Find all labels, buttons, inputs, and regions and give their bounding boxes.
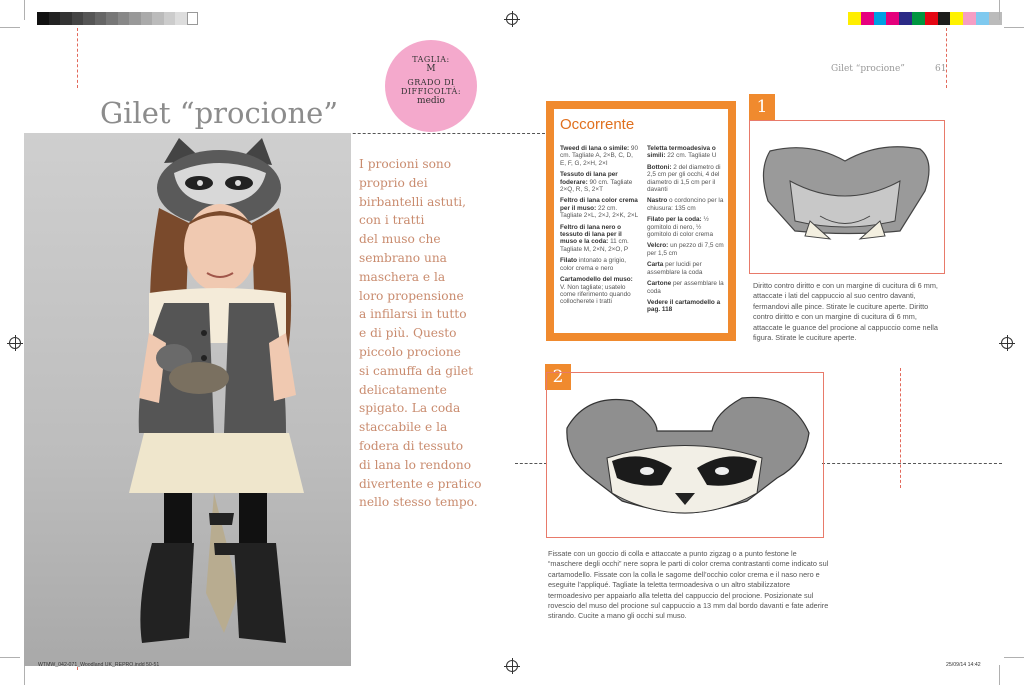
registration-mark-right [1001,337,1013,349]
material-item [647,197,725,212]
guide-line [515,463,547,464]
crop-mark [1004,27,1024,28]
guide-line [822,463,1002,464]
material-item [560,224,640,254]
crop-mark [0,657,20,658]
intro-line: staccabile e la [359,420,448,435]
crop-mark [999,0,1000,20]
intro-line: spigato. La coda [359,401,461,416]
materials-column-left [560,145,640,310]
materials-column-right [647,145,725,318]
size-label: TAGLIA: [412,55,450,64]
materials-box-inner [554,109,728,333]
intro-line: a infilarsi in tutto [359,307,467,322]
material-name: Bottoni: [647,163,672,171]
raccoon-mask-diagram [547,373,823,537]
guide-line [946,28,947,88]
material-item [647,299,725,314]
intro-line: birbantelli astuti, [359,194,467,209]
page-number: 61 [935,64,947,74]
size-value: M [426,64,436,74]
material-item [560,171,640,193]
hood-sewing-diagram [750,121,944,273]
intro-line: proprio dei [359,175,428,190]
color-calibration-bar [848,12,1002,25]
material-name: Cartamodello del muso: [560,276,633,284]
crop-mark [999,665,1000,685]
crop-mark [24,665,25,685]
material-detail: ½ gomitolo di nero, ½ gomitolo di color crema [647,216,714,239]
material-detail: 90 cm. Tagliate A, 2×B, C, D, E, F, G, 2×H, 2×I [560,145,639,167]
crop-mark [0,27,20,28]
material-detail: V. Non tagliate; usatelo come riferimento quando collocherete i tratti [560,283,631,306]
size-difficulty-badge [385,40,477,132]
step-2-figure [546,372,824,538]
registration-mark-left [9,337,21,349]
step-2-text: Fissate con un goccio di colla e attaccate a punto zigzag o a punto festone le “maschere degli occhi” nere sopra le parti di color crema contrastanti come indicato sul cartamodello. Fissate con la colla le sagome dell’occhio color crema e il naso nero e eseguite l’appliqué. Tagliate la teletta termoadesiva o un altro stabilizzatore termoadesivo per appaiarlo alla teletta del cappuccio del procione. Posizionate sul rovescio del muso del procione sul cappuccio a 13 mm dal bordo davanti e fate aderire stirando. Cucite a mano gli occhi sul muso. [548,549,829,621]
intro-line: I procioni sono [359,157,452,171]
intro-line: di lana lo rendono [359,457,472,472]
material-name: Vedere il cartamodello a pag. 118 [647,298,721,314]
material-name: Filato per la coda: [647,216,702,224]
material-item [647,261,725,276]
material-item [560,276,640,306]
guide-line [77,28,78,88]
difficulty-value: medio [417,96,445,106]
materials-heading: Occorrente [560,116,635,133]
material-name: Cartone [647,280,672,288]
material-name: Tessuto di lana per foderare: [560,171,618,186]
material-item [560,257,640,272]
file-slug: WTMW_042-071_Woodland UK_REPRO.indd 50-51 [38,662,160,668]
intro-line: loro propensione [359,288,464,303]
material-item [647,242,725,257]
material-item [647,280,725,295]
intro-line: si camuffa da gilet [359,363,473,378]
step-1-text: Diritto contro diritto e con un margine di cucitura di 6 mm, attaccate i lati del cappuccio al suo centro davanti, fermandovi alle pince. Stirate le cuciture aperte. Diritto contro diritto e con un margine di cucitura di 6 mm, attaccate le guance del procione al cappuccio come nella figura. Stirate le cuciture aperte. [753,281,938,343]
photo-illustration [24,133,351,666]
material-item [647,216,725,238]
materials-box [546,101,736,341]
material-detail: 22 cm. Tagliate 2×L, 2×J, 2×K, 2×L [560,204,639,220]
grey-calibration-bar [37,12,198,25]
material-detail: o cordoncino per la chiusura: 135 cm [647,197,724,212]
material-detail: per assemblare la coda [647,280,724,295]
difficulty-label: DIFFICOLTÀ: [400,87,462,96]
material-name: Nastro [647,197,668,205]
page-title: Gilet “procione” [100,96,339,130]
intro-line: maschera e la [359,269,446,284]
intro-line: fodera di tessuto [359,438,464,453]
intro-line: sembrano una [359,250,447,265]
material-name: Velcro: [647,242,669,250]
intro-paragraph [359,155,499,512]
material-detail: un pezzo di 7,5 cm per 1,5 cm [647,242,724,257]
intro-line: e di più. Questo [359,326,457,341]
intro-line: del muso che [359,232,441,247]
step-number-badge: 1 [749,94,775,120]
crop-mark [1004,657,1024,658]
material-detail: 11 cm. Tagliate M, 2×N, 2×O, P [560,238,629,253]
material-item [560,197,640,219]
intro-line: piccolo procione [359,344,461,359]
material-name: Tweed di lana o simile: [560,145,630,152]
guide-line [900,368,901,488]
material-detail: per lucidi per assemblare la coda [647,261,703,276]
material-item [647,145,725,160]
difficulty-label: GRADO DI [407,78,455,87]
step-number-badge: 2 [545,364,571,390]
intro-line: delicatamente [359,382,447,397]
material-name: Feltro di lana nero o tessuto di lana per il muso e la coda: [560,223,622,246]
intro-line: nello stesso tempo. [359,495,478,510]
intro-line: con i tratti [359,213,425,228]
date-slug: 25/09/14 14:42 [946,662,981,668]
material-detail: 22 cm. Tagliate U [667,152,717,160]
material-name: Carta [647,261,664,269]
material-detail: 2 del diametro di 2,5 cm per gli occhi, 4 del diametro di 1,5 cm per il davanti [647,163,721,194]
material-name: Teletta termoadesiva o simili: [647,145,716,160]
material-name: Filato [560,257,578,265]
material-item [647,164,725,194]
registration-mark-top [506,13,518,25]
crop-mark [24,0,25,20]
step-1-figure [749,120,945,274]
material-detail: 90 cm. Tagliate 2×Q, R, S, 2×T [560,178,633,194]
child-raccoon-vest-photo [24,133,351,666]
registration-mark-bottom [506,660,518,672]
material-name: Feltro di lana color crema per il muso: [560,197,638,212]
material-item [560,145,640,167]
intro-line: divertente e pratico [359,476,482,491]
material-detail: intonato a grigio, color crema e nero [560,257,627,272]
running-title: Gilet “procione” [831,64,905,74]
